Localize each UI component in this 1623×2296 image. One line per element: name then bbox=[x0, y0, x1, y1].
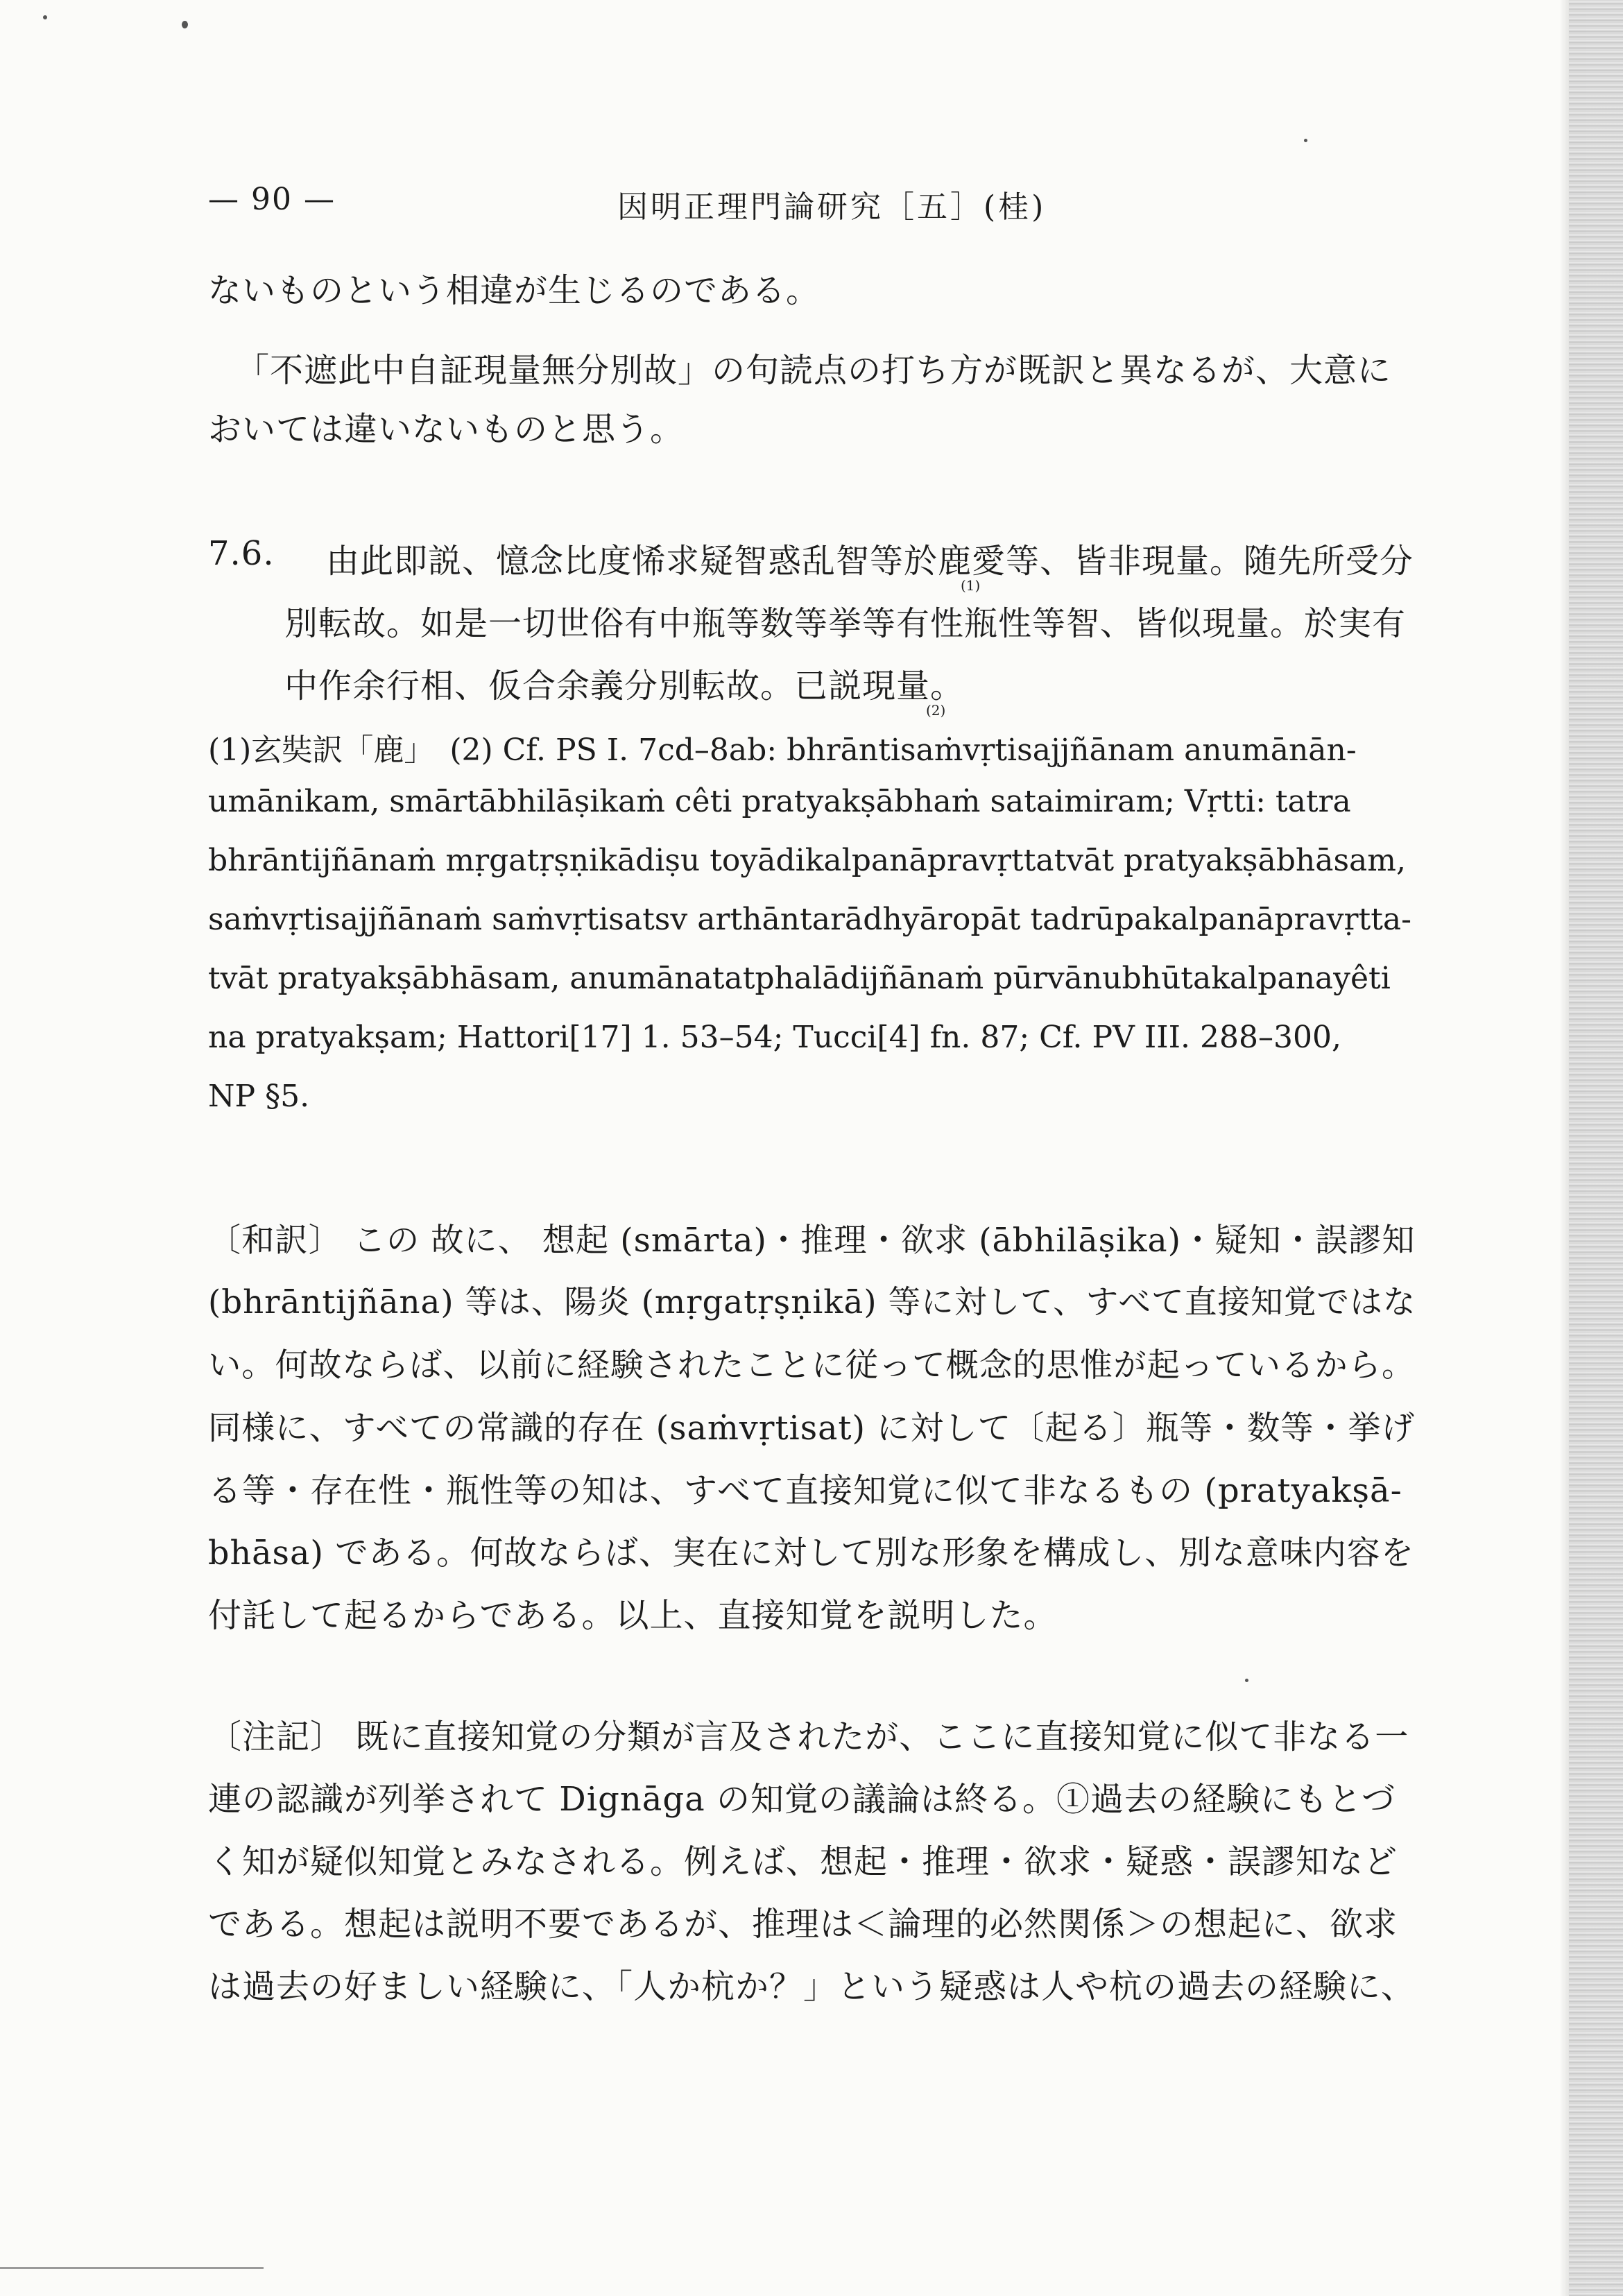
note-line: 〔注記〕 既に直接知覚の分類が言及されたが、ここに直接知覚に似て非なる一 bbox=[208, 1717, 1409, 1756]
translation-line: い。何故ならば、以前に経験されたことに従って概念的思惟が起っているから。 bbox=[208, 1346, 1416, 1385]
note-line: は過去の好ましい経験に、「人か杭か？」という疑惑は人や杭の過去の経験に、 bbox=[208, 1967, 1416, 2006]
page-number: — 90 — bbox=[208, 182, 336, 217]
footnote-line: na pratyakṣam; Hattori[17] 1. 53–54; Tucci[4] fn. 87; Cf. PV III. 288–300, bbox=[208, 1020, 1341, 1055]
translation-line: 同様に、すべての常識的存在 (saṁvṛtisat) に対して〔起る〕瓶等・数等・挙げ bbox=[208, 1410, 1416, 1448]
footnote-line: bhrāntijñānaṁ mṛgatṛṣṇikādiṣu toyādikalpanāpravṛttatvāt pratyakṣābhāsam, bbox=[208, 843, 1406, 878]
scan-edge-shadow bbox=[1569, 0, 1623, 2296]
note-line: く知が疑似知覚とみなされる。例えば、想起・推理・欲求・疑惑・誤謬知など bbox=[208, 1842, 1398, 1881]
body-line: 「不遮此中自証現量無分別故」の句読点の打ち方が既訳と異なるが、大意に bbox=[236, 351, 1392, 390]
translation-line: bhāsa) である。何故ならば、実在に対して別な形象を構成し、別な意味内容を bbox=[208, 1534, 1415, 1573]
footnote-marker: (2) bbox=[926, 702, 946, 719]
translation-line: (bhrāntijñāna) 等は、陽炎 (mṛgatṛṣṇikā) 等に対して、すべて直接知覚ではな bbox=[208, 1284, 1416, 1321]
section-text-line: 別転故。如是一切世俗有中瓶等数等挙等有性瓶性等智、皆似現量。於実有 bbox=[284, 604, 1407, 643]
scan-speck bbox=[182, 21, 188, 28]
scan-speck bbox=[1245, 1679, 1248, 1682]
scan-bottom-line bbox=[0, 2267, 264, 2269]
section-number: 7.6. bbox=[208, 534, 275, 573]
section-text-line: 中作余行相、仮合余義分別転故。已説現量。 bbox=[284, 667, 965, 705]
note-line: である。想起は説明不要であるが、推理は＜論理的必然関係＞の想起に、欲求 bbox=[208, 1905, 1398, 1944]
footnote-marker: (1) bbox=[961, 577, 981, 594]
note-line: 連の認識が列挙されて Dignāga の知覚の議論は終る。①過去の経験にもとづ bbox=[208, 1780, 1396, 1819]
footnote-line: (1)玄奘訳「鹿」 (2) Cf. PS I. 7cd–8ab: bhrāntisaṁvṛtisajjñānam anumānān- bbox=[208, 733, 1357, 768]
footnote-line: NP §5. bbox=[208, 1079, 310, 1114]
footnote-line: umānikam, smārtābhilāṣikaṁ cêti pratyakṣābhaṁ sataimiram; Vṛtti: tatra bbox=[208, 784, 1351, 819]
footnote-line: tvāt pratyakṣābhāsam, anumānatatphalādijñānaṁ pūrvānubhūtakalpanayêti bbox=[208, 961, 1391, 996]
running-title: 因明正理門論研究［五］(桂) bbox=[617, 189, 1047, 225]
scan-speck bbox=[1304, 139, 1307, 142]
translation-line: 付託して起るからである。以上、直接知覚を説明した。 bbox=[208, 1596, 1058, 1635]
body-line: おいては違いないものと思う。 bbox=[208, 410, 685, 449]
footnote-line: saṁvṛtisajjñānaṁ saṁvṛtisatsv arthāntarādhyāropāt tadrūpakalpanāpravṛtta- bbox=[208, 902, 1412, 937]
body-line: ないものという相違が生じるのである。 bbox=[208, 271, 821, 310]
translation-line: る等・存在性・瓶性等の知は、すべて直接知覚に似て非なるもの (pratyakṣā- bbox=[208, 1471, 1402, 1510]
page-header bbox=[208, 182, 1401, 230]
scan-speck bbox=[43, 15, 47, 19]
translation-line: 〔和訳〕 この 故に、 想起 (smārta)・推理・欲求 (ābhilāṣika)・疑知・誤謬知 bbox=[208, 1222, 1416, 1260]
section-text-line: 由此即説、憶念比度悕求疑智惑乱智等於鹿愛等、皆非現量。随先所受分 bbox=[326, 542, 1414, 581]
